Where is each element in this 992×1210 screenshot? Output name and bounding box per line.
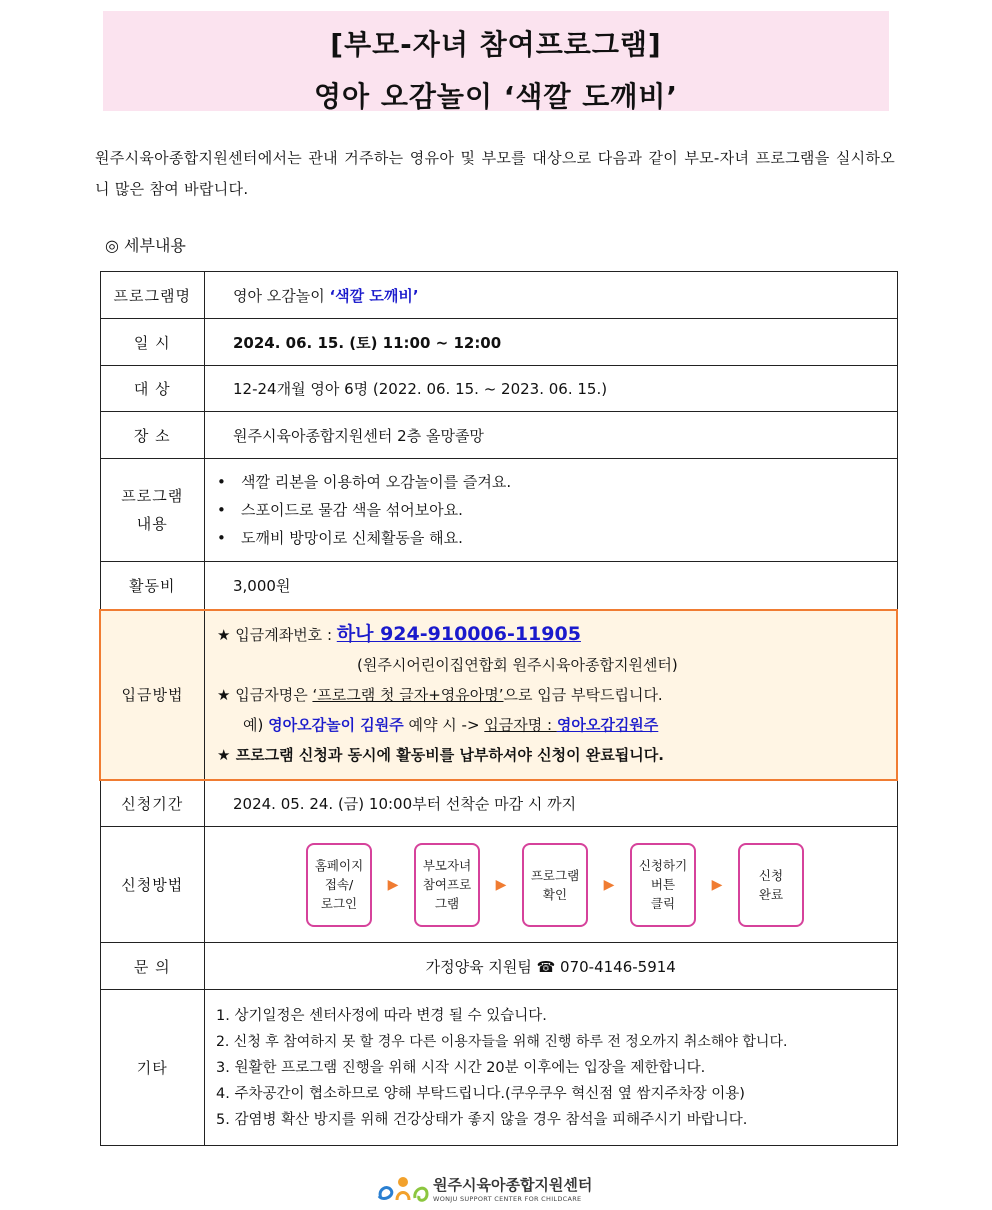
table-row <box>100 366 897 412</box>
example-name: 영아오감놀이 김원주 <box>268 716 404 734</box>
etc-cell <box>205 990 898 1146</box>
list-item: • 도깨비 방망이로 신체활동을 해요. <box>217 524 896 552</box>
payment-row <box>100 610 897 780</box>
table-row <box>100 827 897 943</box>
contact-team: 가정양육 지원팀 <box>425 957 537 976</box>
step-box <box>522 843 588 927</box>
step-text: 부모자녀 <box>422 858 472 873</box>
table-row <box>100 990 897 1146</box>
contact-phone: 070-4146-5914 <box>555 957 676 976</box>
row-label: 활동비 <box>100 562 205 610</box>
target-value: 12-24개월 영아 6명 (2022. 06. 15. ~ 2023. 06. 15.) <box>205 366 898 412</box>
table-row <box>100 562 897 610</box>
program-name-cell <box>205 272 898 319</box>
step-text: 신청하기 <box>638 858 688 873</box>
content-cell <box>205 459 898 562</box>
account-line <box>217 619 895 650</box>
step-text: 프로그램 <box>530 867 580 883</box>
table-row <box>100 459 897 562</box>
step-box <box>306 843 372 927</box>
arrow-right-icon: ▶ <box>603 876 615 893</box>
program-name-prefix: 영아 오감놀이 <box>233 286 330 305</box>
notice-line <box>217 740 895 770</box>
date-value: 2024. 06. 15. (토) 11:00 ~ 12:00 <box>205 319 898 366</box>
row-label: 입금방법 <box>100 610 205 780</box>
section-heading: ◎ 세부내용 <box>105 236 186 255</box>
step-text: 완료 <box>758 886 784 902</box>
program-name-highlight: ‘색깔 도깨비’ <box>329 286 419 305</box>
step-text: 참여프로 <box>422 877 472 892</box>
account-label: 입금계좌번호 : <box>235 626 337 644</box>
depositor-rule: ‘프로그램 첫 글자+영유아명’ <box>312 686 504 704</box>
footer-logo <box>375 1170 592 1206</box>
arrow-right-icon: ▶ <box>387 876 399 893</box>
title-banner <box>103 11 889 111</box>
table-row <box>100 272 897 319</box>
table-row <box>100 319 897 366</box>
etc-list <box>206 1003 896 1133</box>
example-label: 입금자명 : <box>484 716 557 734</box>
step-text: 클릭 <box>650 896 676 911</box>
steps-flow <box>206 843 896 927</box>
list-item: 4. 주차공간이 협소하므로 양해 부탁드립니다.(쿠우쿠우 혁신점 옆 쌈지주차장 이용) <box>216 1085 745 1102</box>
row-label: 문 의 <box>100 943 205 990</box>
account-number: 하나 924-910006-11905 <box>336 623 581 645</box>
list-item: 2. 신청 후 참여하지 못 할 경우 다른 이용자들을 위해 진행 하루 전 정오까지 취소해야 합니다. <box>216 1033 788 1050</box>
list-item: • 스포이드로 물감 색을 섞어보아요. <box>217 496 896 524</box>
row-label: 신청기간 <box>100 780 205 827</box>
depositor-line <box>217 680 895 710</box>
row-label: 일 시 <box>100 319 205 366</box>
details-table <box>99 271 898 1146</box>
period-value: 2024. 05. 24. (금) 10:00부터 선착순 마감 시 까지 <box>205 780 898 827</box>
step-box <box>738 843 804 927</box>
notice-text: 프로그램 신청과 동시에 활동비를 납부하셔야 신청이 완료됩니다. <box>235 746 664 764</box>
place-value: 원주시육아종합지원센터 2층 올망졸망 <box>205 412 898 459</box>
row-label: 장 소 <box>100 412 205 459</box>
account-holder: (원주시어린이집연합회 원주시육아종합지원센터) <box>357 656 678 674</box>
example-mid: 예약 시 -> <box>403 716 485 734</box>
step-text: 로그인 <box>320 896 358 911</box>
step-text: 접속/ <box>324 877 354 892</box>
step-text: 그램 <box>434 896 460 911</box>
content-list <box>205 468 896 552</box>
content-label-line-2: 내용 <box>136 515 168 533</box>
fee-value: 3,000원 <box>205 562 898 610</box>
example-prefix: 예) <box>243 716 269 734</box>
star-icon: ★ <box>217 686 231 704</box>
footer-name-en: WONJU SUPPORT CENTER FOR CHILDCARE <box>433 1194 582 1203</box>
footer-name-ko: 원주시육아종합지원센터 <box>433 1175 593 1194</box>
example-line <box>217 710 895 740</box>
method-cell <box>205 827 898 943</box>
list-item: • 색깔 리본을 이용하여 오감놀이를 즐겨요. <box>217 468 896 496</box>
list-item: 5. 감염병 확산 방지를 위해 건강상태가 좋지 않을 경우 참석을 피해주시기 바랍니다. <box>216 1111 748 1128</box>
table-row <box>100 780 897 827</box>
arrow-right-icon: ▶ <box>711 876 723 893</box>
step-box <box>630 843 696 927</box>
star-icon: ★ <box>217 626 231 644</box>
depositor-prefix: 입금자명은 <box>235 686 313 704</box>
table-row <box>100 412 897 459</box>
contact-cell <box>205 943 898 990</box>
phone-icon: ☎ <box>536 957 556 976</box>
star-icon: ★ <box>217 746 231 764</box>
step-text: 확인 <box>542 886 568 902</box>
list-item: 1. 상기일정은 센터사정에 따라 변경 될 수 있습니다. <box>216 1007 547 1024</box>
row-label: 프로그램명 <box>100 272 205 319</box>
depositor-suffix: 으로 입금 부탁드립니다. <box>503 686 663 704</box>
step-text: 버튼 <box>650 877 676 892</box>
center-logo-icon <box>375 1170 431 1206</box>
row-label <box>100 459 205 562</box>
example-result: 영아오감김원주 <box>556 716 659 734</box>
footer-text <box>433 1174 592 1203</box>
step-text: 홈페이지 <box>314 858 364 873</box>
payment-cell <box>205 610 898 780</box>
title-line-2: 영아 오감놀이 ‘색깔 도깨비’ <box>313 80 679 113</box>
row-label: 기타 <box>100 990 205 1146</box>
table-row <box>100 943 897 990</box>
intro-paragraph: 원주시육아종합지원센터에서는 관내 거주하는 영유아 및 부모를 대상으로 다음과 같이 부모-자녀 프로그램을 실시하오니 많은 참여 바랍니다. <box>95 149 895 198</box>
row-label: 신청방법 <box>100 827 205 943</box>
content-label-line-1: 프로그램 <box>121 487 184 505</box>
step-box <box>414 843 480 927</box>
title-line-1: [부모-자녀 참여프로그램] <box>330 28 662 61</box>
step-text: 신청 <box>758 867 784 883</box>
arrow-right-icon: ▶ <box>495 876 507 893</box>
list-item: 3. 원활한 프로그램 진행을 위해 시작 시간 20분 이후에는 입장을 제한합니다. <box>216 1059 706 1076</box>
row-label: 대 상 <box>100 366 205 412</box>
